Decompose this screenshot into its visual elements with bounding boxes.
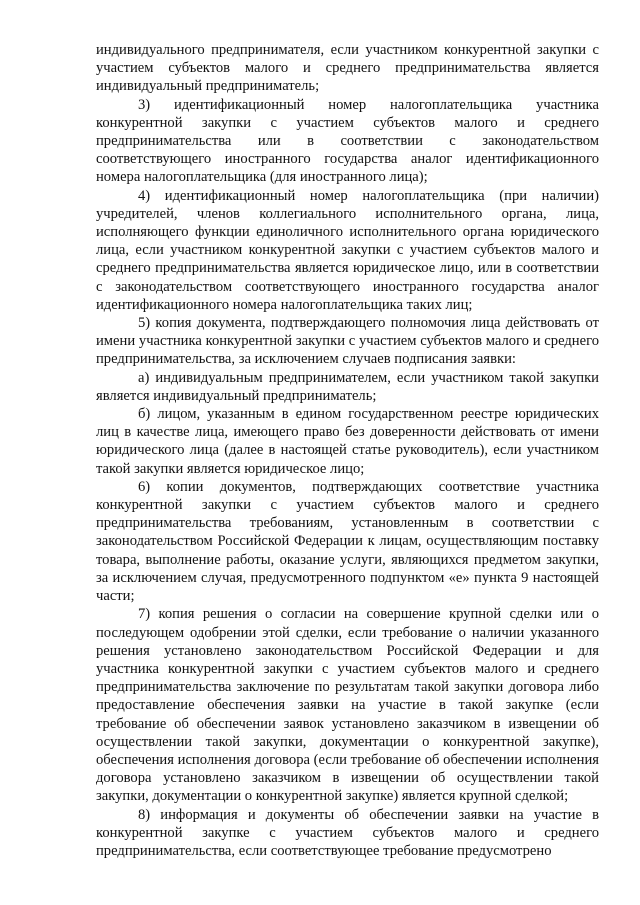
paragraph-item-3: 3) идентификационный номер налогоплательщика участника конкурентной закупки с участием субъектов малого и среднего предпринимательства или в соответствии с законодательством соответствующего иностранного государства аналог идентификационного номера налогоплательщика (для иностранного лица); xyxy=(96,96,599,186)
paragraph-item-4: 4) идентификационный номер налогоплательщика (при наличии) учредителей, членов коллегиального исполнительного органа, лица, исполняющего функции единоличного исполнительного органа юридического лица, если участником конкурентной закупки с участием субъектов малого и среднего предпринимательства является юридическое лицо, или в соответствии с законодательством соответствующего иностранного государства аналог идентификационного номера налогоплательщика таких лиц; xyxy=(96,187,599,313)
paragraph-item-8: 8) информация и документы об обеспечении заявки на участие в конкурентной закупке с участием субъектов малого и среднего предпринимательства, если соответствующее требование предусмотрено xyxy=(96,806,599,859)
paragraph-item-5: 5) копия документа, подтверждающего полномочия лица действовать от имени участника конкурентной закупки с участием субъектов малого и среднего предпринимательства, за исключением случаев подписания заявки: xyxy=(96,315,599,368)
paragraph-item-7: 7) копия решения о согласии на совершение крупной сделки или о последующем одобрении этой сделки, если требование о наличии указанного решения установлено законодательством Российской Федерации и для участника конкурентной закупки с участием субъектов малого и среднего предпринимательства заключение по результатам такой закупки договора либо предоставление обеспечения заявки на участие в такой закупке (если требование об обеспечении заявок установлено заказчиком в извещении об осуществлении такой закупки, документации о конкурентной закупке), обеспечения исполнения договора (если требование об обеспечении исполнения договора установлено заказчиком в извещении об осуществлении такой закупки, документации о конкурентной закупке) является крупной сделкой; xyxy=(96,606,599,805)
paragraph-continuation: индивидуального предпринимателя, если участником конкурентной закупки с участием субъектов малого и среднего предпринимательства является индивидуальный предприниматель; xyxy=(96,42,599,95)
paragraph-item-6: 6) копии документов, подтверждающих соответствие участника конкурентной закупки с участием субъектов малого и среднего предпринимательства требованиям, установленным в соответствии с законодательством Российской Федерации к лицам, осуществляющим поставку товара, выполнение работы, оказание услуги, являющихся предметом закупки, за исключением случая, предусмотренного подпунктом «е» пункта 9 настоящей части; xyxy=(96,478,599,605)
document-body xyxy=(96,41,599,860)
paragraph-item-5a: а) индивидуальным предпринимателем, если участником такой закупки является индивидуальный предприниматель; xyxy=(96,369,599,404)
paragraph-item-5b: б) лицом, указанным в едином государственном реестре юридических лиц в качестве лица, имеющего право без доверенности действовать от имени юридического лица (далее в настоящей статье руководитель), если участником такой закупки является юридическое лицо; xyxy=(96,406,599,477)
